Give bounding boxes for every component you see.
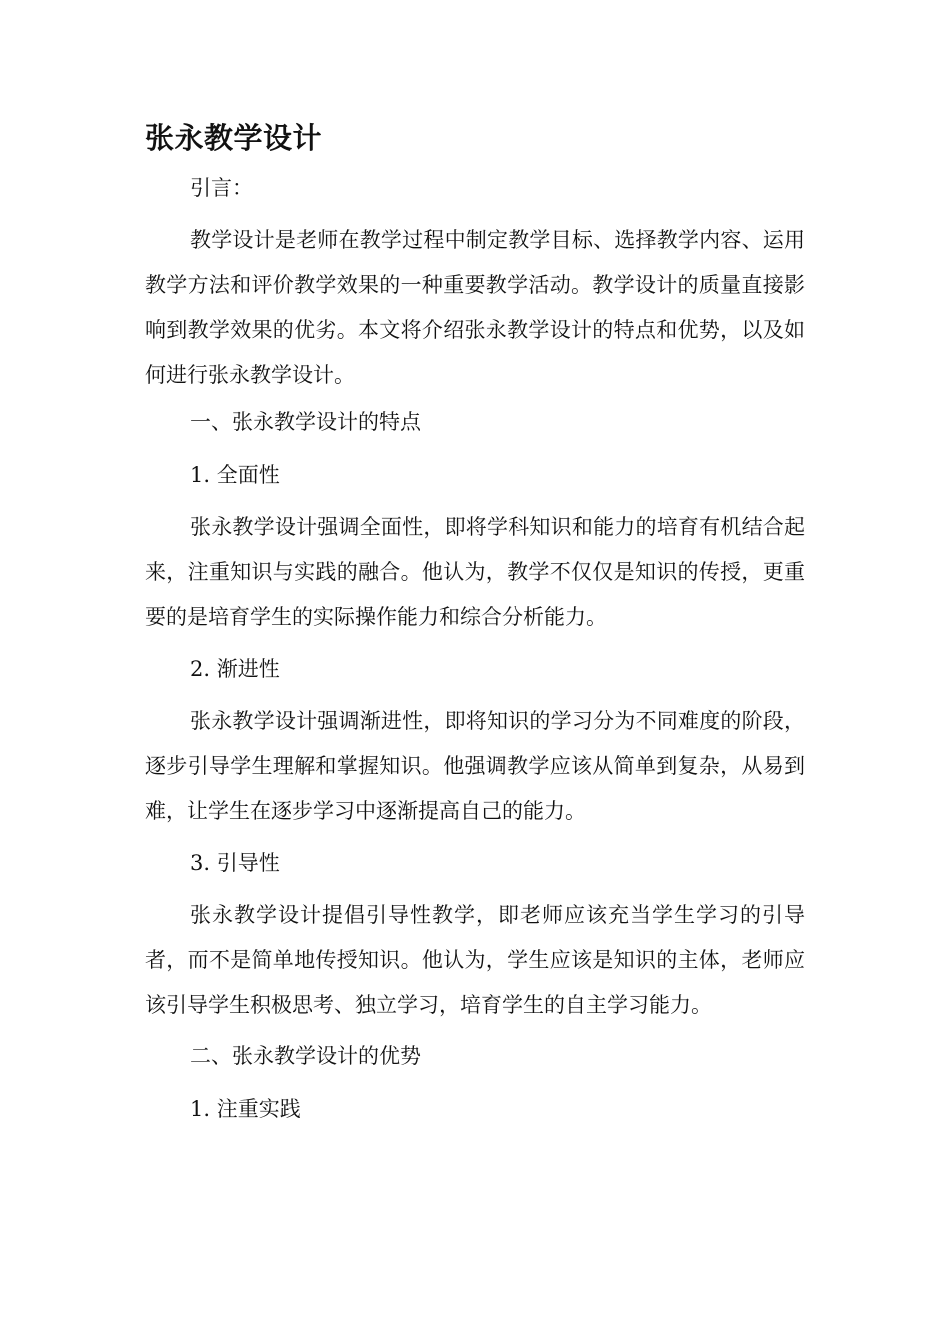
section1-heading: 一、张永教学设计的特点 xyxy=(190,410,421,434)
section1-item1-paragraph: 张永教学设计强调全面性，即将学科知识和能力的培育有机结合起来，注重知识与实践的融合。他认为，教学不仅仅是知识的传授，更重要的是培育学生的实际操作能力和综合分析能力。 xyxy=(145,515,805,629)
section1-item3-paragraph: 张永教学设计提倡引导性教学，即老师应该充当学生学习的引导者，而不是简单地传授知识。他认为，学生应该是知识的主体，老师应该引导学生积极思考、独立学习，培育学生的自主学习能力。 xyxy=(145,903,805,1017)
intro-paragraph: 教学设计是老师在教学过程中制定教学目标、选择教学内容、运用教学方法和评价教学效果的一种重要教学活动。教学设计的质量直接影响到教学效果的优劣。本文将介绍张永教学设计的特点和优势，以及如何进行张永教学设计。 xyxy=(145,228,805,387)
intro-label: 引言： xyxy=(190,176,253,200)
section1-item2-paragraph: 张永教学设计强调渐进性，即将知识的学习分为不同难度的阶段，逐步引导学生理解和掌握知识。他强调教学应该从简单到复杂，从易到难，让学生在逐步学习中逐渐提高自己的能力。 xyxy=(145,709,805,823)
section2-heading: 二、张永教学设计的优势 xyxy=(190,1044,421,1068)
section1-item1-heading: 1. 全面性 xyxy=(190,463,280,487)
section1-item3-heading: 3. 引导性 xyxy=(190,851,280,875)
section1-item2-heading: 2. 渐进性 xyxy=(190,657,280,681)
section2-item1-heading: 1. 注重实践 xyxy=(190,1097,301,1121)
document-title: 张永教学设计 xyxy=(145,121,323,155)
